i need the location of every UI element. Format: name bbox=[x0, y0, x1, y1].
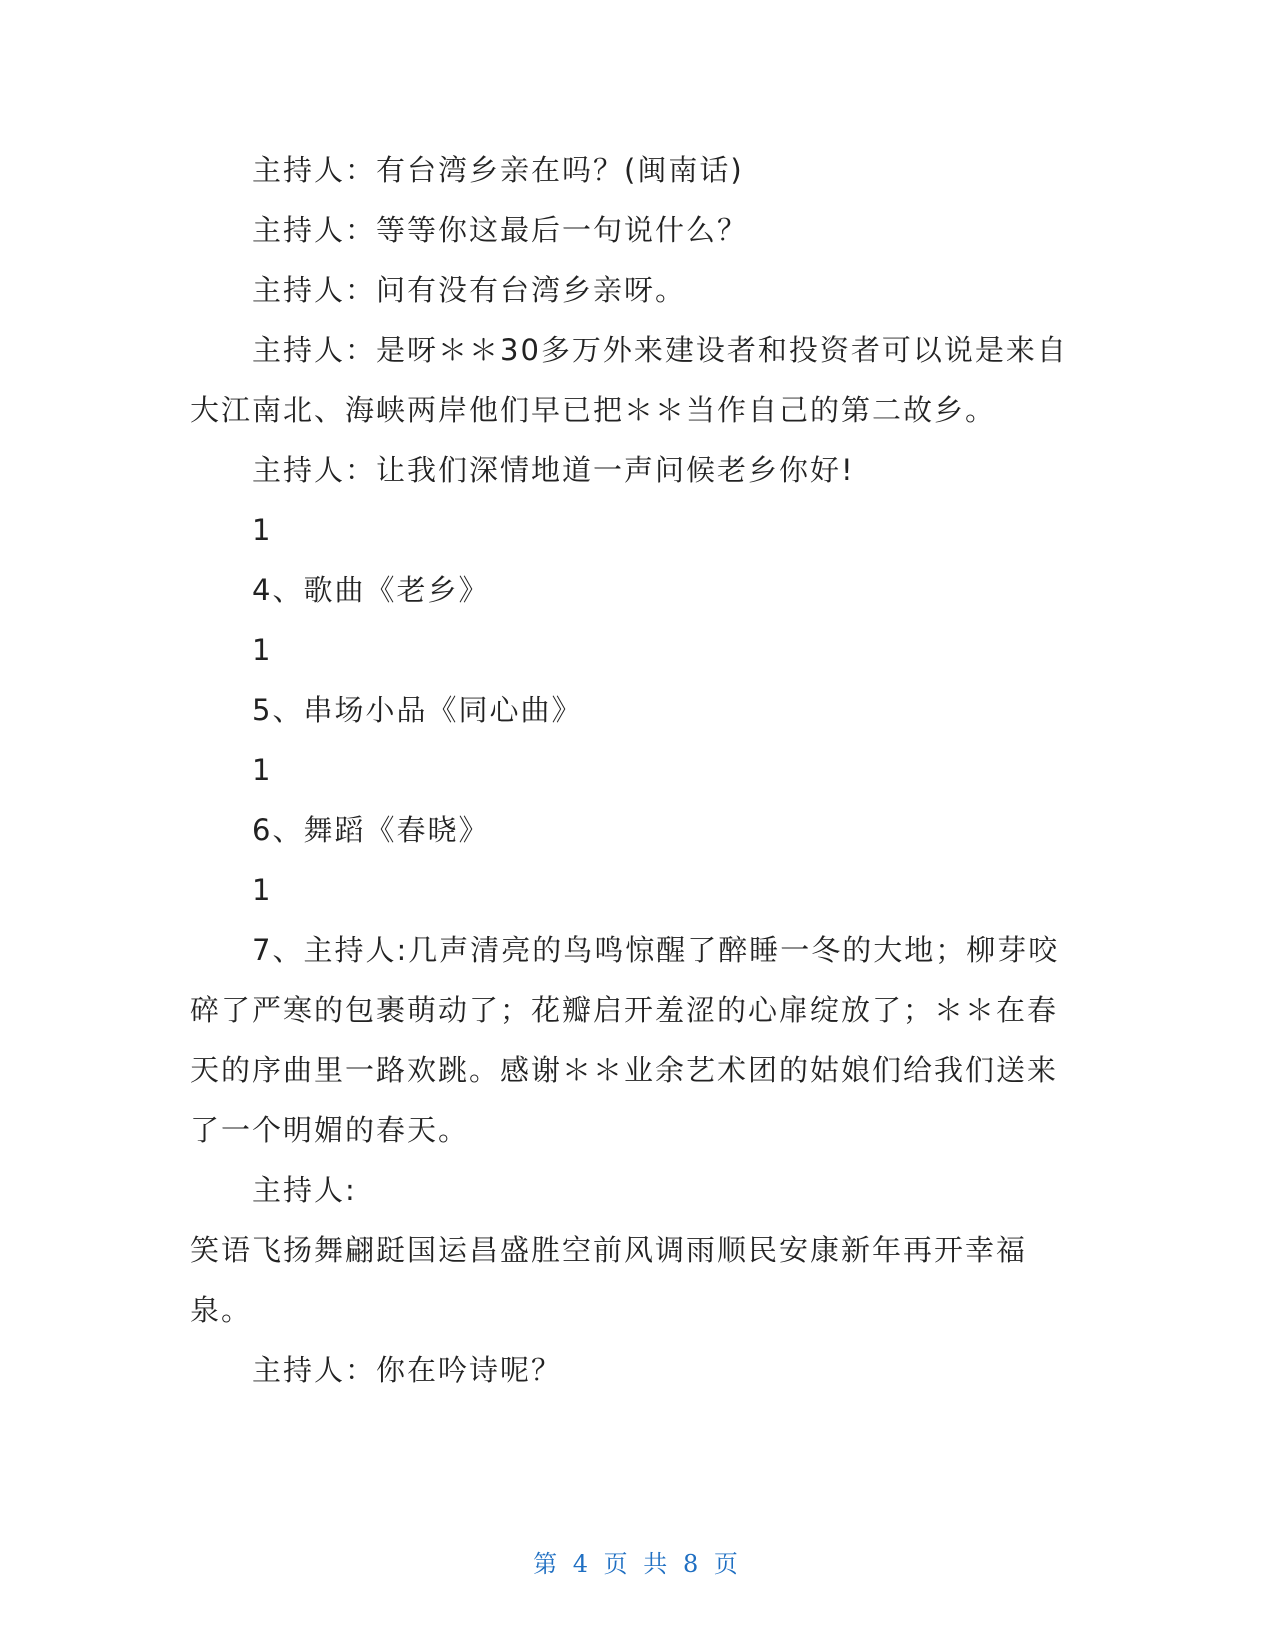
paragraph: 主持人：问有没有台湾乡亲呀。 bbox=[252, 273, 687, 307]
paragraph: 主持人：等等你这最后一句说什么？ bbox=[252, 213, 749, 247]
footer-prefix: 第 bbox=[533, 1550, 562, 1578]
paragraph: 4、歌曲《老乡》 bbox=[252, 573, 490, 607]
page-footer bbox=[0, 1544, 1275, 1579]
paragraph: 1 bbox=[252, 633, 273, 667]
footer-total-pages: 8 bbox=[682, 1550, 703, 1578]
paragraph: 主持人：有台湾乡亲在吗？(闽南话) bbox=[252, 153, 744, 187]
paragraph: 1 bbox=[252, 513, 273, 547]
footer-middle: 页 共 bbox=[603, 1550, 672, 1578]
paragraph: 7、主持人:几声清亮的鸟鸣惊醒了醉睡一冬的大地；柳芽咬碎了严寒的包裹萌动了；花瓣启开羞涩的心扉绽放了；＊＊在春天的序曲里一路欢跳。感谢＊＊业余艺术团的姑娘们给我们送来了一个明媚的春天。 bbox=[190, 933, 1060, 1147]
paragraph: 主持人: bbox=[252, 1173, 357, 1207]
paragraph: 6、舞蹈《春晓》 bbox=[252, 813, 490, 847]
paragraph: 主持人：你在吟诗呢？ bbox=[252, 1353, 563, 1387]
paragraph: 主持人：是呀＊＊30多万外来建设者和投资者可以说是来自大江南北、海峡两岸他们早已把＊＊当作自己的第二故乡。 bbox=[190, 333, 1068, 427]
footer-page-number: 4 bbox=[572, 1550, 593, 1578]
paragraph: 笑语飞扬舞翩跹国运昌盛胜空前风调雨顺民安康新年再开幸福泉。 bbox=[190, 1233, 1028, 1327]
document-body bbox=[190, 140, 1070, 1400]
paragraph: 1 bbox=[252, 873, 273, 907]
footer-suffix: 页 bbox=[713, 1550, 742, 1578]
paragraph: 1 bbox=[252, 753, 273, 787]
paragraph: 主持人：让我们深情地道一声问候老乡你好! bbox=[252, 453, 855, 487]
paragraph: 5、串场小品《同心曲》 bbox=[252, 693, 583, 727]
